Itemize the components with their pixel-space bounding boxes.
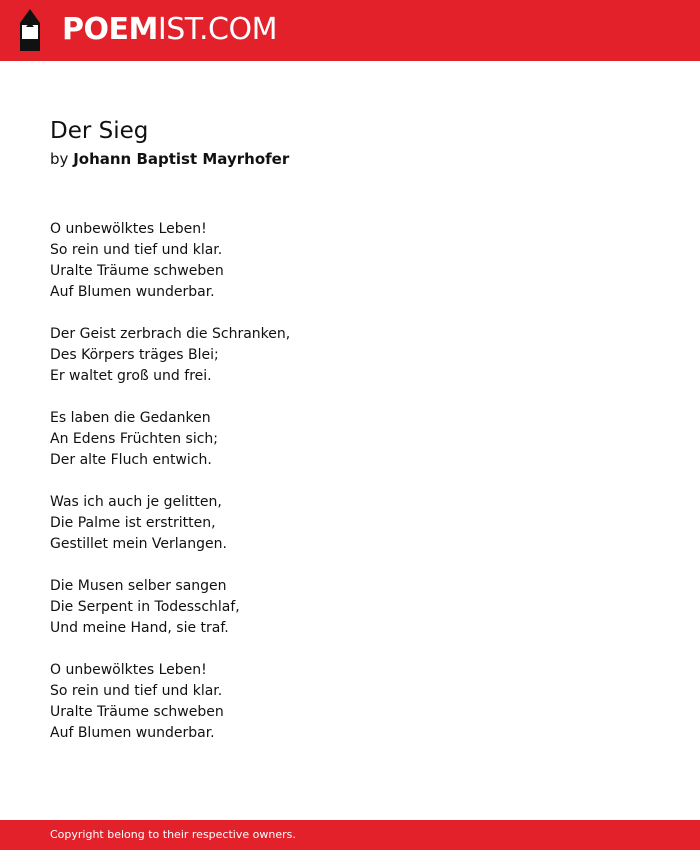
poem-line: Uralte Träume schweben	[50, 704, 224, 720]
site-header	[0, 0, 700, 61]
site-logo[interactable]	[62, 12, 277, 48]
poem-line: Auf Blumen wunderbar.	[50, 725, 215, 741]
poem-line: Es laben die Gedanken	[50, 410, 211, 426]
poem-line: Die Serpent in Todesschlaf,	[50, 599, 240, 615]
poem-line: Der Geist zerbrach die Schranken,	[50, 326, 291, 342]
logo-light-text: IST.COM	[157, 12, 277, 47]
poem-title: Der Sieg	[50, 118, 149, 144]
stanza	[50, 324, 650, 387]
logo-bold-text: POEM	[62, 12, 158, 47]
poem-line: Auf Blumen wunderbar.	[50, 284, 215, 300]
poem-line: So rein und tief und klar.	[50, 242, 223, 258]
poem-line: Und meine Hand, sie traf.	[50, 620, 229, 636]
site-footer	[0, 820, 700, 850]
stanza	[50, 576, 650, 639]
poem-line: Uralte Träume schweben	[50, 263, 224, 279]
stanza	[50, 492, 650, 555]
byline-prefix: by	[50, 150, 69, 168]
copyright-text: Copyright belong to their respective owners.	[50, 828, 296, 841]
poem-line: Gestillet mein Verlangen.	[50, 536, 227, 552]
stanza	[50, 219, 650, 303]
pencil-logo-icon[interactable]	[17, 9, 43, 51]
poem-line: So rein und tief und klar.	[50, 683, 223, 699]
poem-line: Der alte Fluch entwich.	[50, 452, 212, 468]
poem-line: Er waltet groß und frei.	[50, 368, 212, 384]
byline	[50, 149, 289, 169]
stanza	[50, 408, 650, 471]
author-name: Johann Baptist Mayrhofer	[73, 150, 290, 168]
poem-line: An Edens Früchten sich;	[50, 431, 218, 447]
poem-line: Die Palme ist erstritten,	[50, 515, 216, 531]
poem-body	[50, 219, 650, 765]
stanza	[50, 660, 650, 744]
poem-line: Des Körpers träges Blei;	[50, 347, 219, 363]
poem-line: Was ich auch je gelitten,	[50, 494, 222, 510]
poem-line: Die Musen selber sangen	[50, 578, 227, 594]
poem-line: O unbewölktes Leben!	[50, 221, 207, 237]
poem-line: O unbewölktes Leben!	[50, 662, 207, 678]
